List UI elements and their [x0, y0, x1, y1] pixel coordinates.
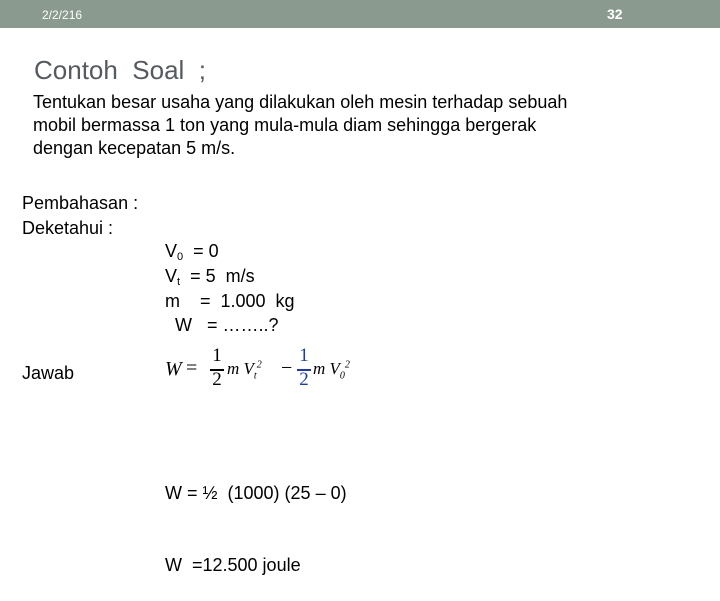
question-text [33, 91, 673, 160]
given-v0: $V_0 = 0$ [165, 241, 219, 263]
question-line: mobil bermassa 1 ton yang mula-mula diam sehingga bergerak [33, 115, 537, 135]
given-mass: m = 1.000 kg [165, 291, 295, 311]
answer-block [165, 433, 347, 601]
formula-equals: = [186, 357, 198, 379]
question-line: dengan kecepatan 5 m/s. [33, 138, 236, 158]
slide-title: Contoh Soal ; [34, 55, 206, 85]
slide-date: 2/2/216 [42, 8, 83, 22]
answer-line: W =12.500 joule [165, 555, 301, 575]
answer-line: W = ½ (1000) (25 – 0) [165, 483, 347, 503]
slide-page-number: 32 [607, 6, 623, 22]
diketahui-label: Deketahui : [22, 218, 114, 238]
formula-term-v0: m $V_0^2$ [313, 359, 350, 382]
formula-term-vt: m $V_t^2$ [227, 359, 262, 382]
formula-minus: − [281, 357, 293, 379]
question-line: Tentukan besar usaha yang dilakukan oleh mesin terhadap sebuah [33, 92, 568, 112]
jawab-label: Jawab [22, 363, 75, 383]
given-work: W = ……..? [165, 315, 279, 335]
work-formula: W = 1 2 m $V_t^2$ − 1 2 m $V_0^2$ [165, 345, 350, 390]
formula-lhs: W [165, 358, 182, 380]
given-vt: $V_t = 5$ m/s [165, 266, 255, 288]
pembahasan-label: Pembahasan : [22, 193, 139, 213]
header-bar [0, 0, 720, 28]
